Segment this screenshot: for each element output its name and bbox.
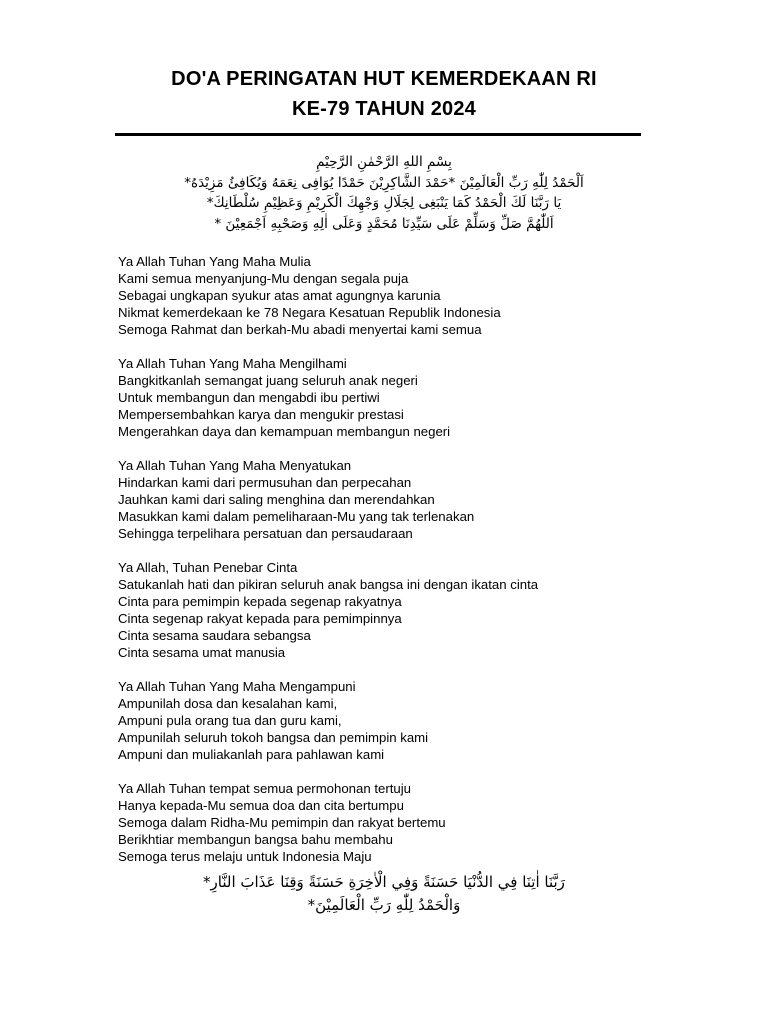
arabic-closing-line: رَبَّنَا اٰتِنَا فِي الدُّنْيَا حَسَنَةً وَفِي الْاٰخِرَةِ حَسَنَةً وَقِنَا عَذَابَ النَّارِ*: [203, 873, 565, 891]
stanza-line: Ya Allah Tuhan Yang Maha Mengampuni: [118, 679, 356, 694]
title-divider: [115, 133, 641, 136]
stanza-line: Cinta sesama saudara sebangsa: [118, 628, 311, 643]
stanza-line: Sebagai ungkapan syukur atas amat agungnya karunia: [118, 288, 441, 303]
stanza-line: Berikhtiar membangun bangsa bahu membahu: [118, 832, 393, 847]
stanza-line: Sehingga terpelihara persatuan dan persaudaraan: [118, 526, 413, 541]
stanza-line: Ya Allah Tuhan Yang Maha Mengilhami: [118, 356, 347, 371]
stanza-line: Semoga terus melaju untuk Indonesia Maju: [118, 849, 372, 864]
stanza: [118, 457, 678, 542]
stanza: [118, 678, 678, 763]
stanza-line: Ampuni pula orang tua dan guru kami,: [118, 713, 342, 728]
stanza-line: Semoga dalam Ridha-Mu pemimpin dan rakyat bertemu: [118, 815, 446, 830]
stanza-line: Mempersembahkan karya dan mengukir prestasi: [118, 407, 404, 422]
stanza-line: Nikmat kemerdekaan ke 78 Negara Kesatuan Republik Indonesia: [118, 305, 501, 320]
stanza-line: Cinta sesama umat manusia: [118, 645, 286, 660]
stanza-line: Cinta para pemimpin kepada segenap rakyatnya: [118, 594, 402, 609]
stanza-line: Hindarkan kami dari permusuhan dan perpecahan: [118, 475, 412, 490]
stanza: [118, 780, 678, 865]
stanza: [118, 253, 678, 338]
stanza-line: Hanya kepada-Mu semua doa dan cita bertumpu: [118, 798, 404, 813]
stanza-line: Bangkitkanlah semangat juang seluruh anak negeri: [118, 373, 418, 388]
arabic-opening-line: بِسْمِ اللهِ الرَّحْمٰنِ الرَّحِيْمِ: [316, 154, 452, 170]
stanza: [118, 355, 678, 440]
arabic-opening-line: اَلْحَمْدُ لِلّٰهِ رَبِّ الْعَالَمِيْنَ *حَمْدَ الشَّاكِرِيْنَ حَمْدًا يُوَافِى نِعَمَهُ وَيُكَافِئُ مَزِيْدَهُ*: [184, 174, 584, 191]
stanza-line: Masukkan kami dalam pemeliharaan-Mu yang tak terlenakan: [118, 509, 475, 524]
document-title: [0, 64, 768, 124]
stanza-line: Satukanlah hati dan pikiran seluruh anak bangsa ini dengan ikatan cinta: [118, 577, 539, 592]
arabic-opening: [150, 152, 618, 234]
stanza-line: Ya Allah Tuhan Yang Maha Menyatukan: [118, 458, 352, 473]
stanza-line: Kami semua menyanjung-Mu dengan segala puja: [118, 271, 409, 286]
stanza-line: Ampunilah seluruh tokoh bangsa dan pemimpin kami: [118, 730, 429, 745]
arabic-opening-line: اَللّٰهُمَّ صَلِّ وَسَلِّمْ عَلَى سَيِّدِنَا مُحَمَّدٍ وَعَلَى اٰلِهِ وَصَحْبِهِ اَجْمَعِيْنَ *: [214, 215, 554, 232]
prayer-body: [118, 253, 678, 882]
stanza-line: Semoga Rahmat dan berkah-Mu abadi menyertai kami semua: [118, 322, 482, 337]
arabic-closing: [150, 871, 618, 917]
stanza-line: Ya Allah, Tuhan Penebar Cinta: [118, 560, 298, 575]
stanza-line: Ampunilah dosa dan kesalahan kami,: [118, 696, 338, 711]
stanza: [118, 559, 678, 661]
arabic-closing-line: وَالْحَمْدُ لِلّٰهِ رَبِّ الْعَالَمِيْنَ*: [307, 896, 461, 914]
title-line-1: DO'A PERINGATAN HUT KEMERDEKAAN RI: [171, 68, 597, 90]
title-line-2: KE-79 TAHUN 2024: [291, 98, 476, 120]
stanza-line: Ya Allah Tuhan tempat semua permohonan tertuju: [118, 781, 411, 796]
arabic-opening-line: يَا رَبَّنَا لَكَ الْحَمْدُ كَمَا يَنْبَغِى لِجَلَالِ وَجْهِكَ الْكَرِيْمِ وَعَظِيْمِ سُلْطَانِكَ*: [206, 195, 562, 211]
stanza-line: Cinta segenap rakyat kepada para pemimpinnya: [118, 611, 402, 626]
stanza-line: Ya Allah Tuhan Yang Maha Mulia: [118, 254, 311, 269]
stanza-line: Ampuni dan muliakanlah para pahlawan kami: [118, 747, 385, 762]
stanza-line: Untuk membangun dan mengabdi ibu pertiwi: [118, 390, 380, 405]
stanza-line: Mengerahkan daya dan kemampuan membangun negeri: [118, 424, 451, 439]
stanza-line: Jauhkan kami dari saling menghina dan merendahkan: [118, 492, 435, 507]
